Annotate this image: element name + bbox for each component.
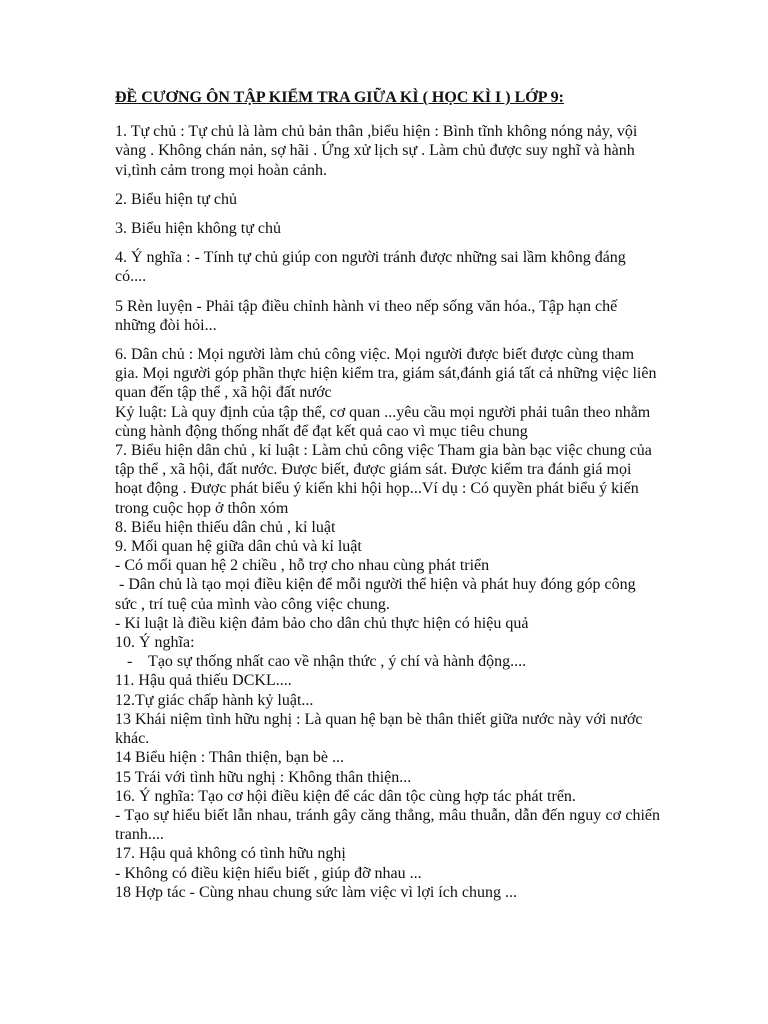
- paragraph-9-c: - Kỉ luật là điều kiện đảm bảo cho dân chủ thực hiện có hiệu quả: [115, 614, 529, 632]
- paragraph-16: 16. Ý nghĩa: Tạo cơ hội điều kiện để các dân tộc cùng hợp tác phát trển.: [115, 787, 576, 805]
- paragraph-12: 12.Tự giác chấp hành kỷ luật...: [115, 691, 314, 709]
- paragraph-17: 17. Hậu quả không có tình hữu nghị: [115, 845, 346, 863]
- paragraph-9-a: - Có mối quan hệ 2 chiều , hỗ trợ cho nhau cùng phát triển: [115, 557, 490, 575]
- paragraph-10-a: - Tạo sự thống nhất cao về nhận thức , ý chí và hành động....: [115, 653, 527, 671]
- paragraph-2: 2. Biểu hiện tự chủ: [115, 190, 237, 208]
- paragraph-6: 6. Dân chủ : Mọi người làm chủ công việc. Mọi người được biết được cùng tham gia. Mọi người góp phần thực hiện kiểm tra, giám sát,đánh giá tất cả những việc liên quan đến tập thể , xã hội đất nước: [115, 346, 657, 402]
- paragraph-18: 18 Hợp tác - Cùng nhau chung sức làm việc vì lợi ích chung ...: [115, 883, 517, 901]
- paragraph-5: 5 Rèn luyện - Phải tập điều chỉnh hành vi theo nếp sống văn hóa., Tập hạn chế những đòi hỏi...: [115, 297, 618, 334]
- paragraph-4: 4. Ý nghĩa : - Tính tự chủ giúp con người tránh được những sai lầm không đáng có....: [115, 249, 626, 286]
- document-body: [115, 88, 660, 902]
- paragraph-17-a: - Không có điều kiện hiểu biết , giúp đỡ nhau ...: [115, 864, 422, 882]
- paragraph-10: 10. Ý nghĩa:: [115, 634, 195, 652]
- paragraph-kỷ-luật: Kỷ luật: Là quy định của tập thể, cơ quan ...yêu cầu mọi người phải tuân theo nhằm cùng hành động thống nhất để đạt kết quả cao vì mục tiêu chung: [115, 403, 651, 440]
- paragraph-16-a: - Tạo sự hiểu biết lẫn nhau, tránh gây căng thẳng, mâu thuẫn, dẫn đến nguy cơ chiến tranh....: [115, 806, 660, 844]
- paragraph-11: 11. Hậu quả thiếu DCKL....: [115, 672, 292, 690]
- paragraph-9: 9. Mối quan hệ giữa dân chủ và kỉ luật: [115, 538, 362, 556]
- paragraph-9-b: - Dân chủ là tạo mọi điều kiện để mỗi người thể hiện và phát huy đóng góp công sức , trí tuệ của mình vào công việc chung.: [115, 576, 640, 613]
- paragraph-3: 3. Biểu hiện không tự chủ: [115, 220, 281, 238]
- paragraph-14: 14 Biểu hiện : Thân thiện, bạn bè ...: [115, 749, 344, 767]
- paragraph-1: 1. Tự chủ : Tự chủ là làm chủ bản thân ,biểu hiện : Bình tĩnh không nóng nảy, vội vàng . Không chán nản, sợ hãi . Ứng xử lịch sự . Làm chủ được suy nghĩ và hành vi,tình cảm trong mọi hoàn cảnh.: [115, 123, 638, 179]
- document-title: ĐỀ CƯƠNG ÔN TẬP KIỂM TRA GIỮA KÌ ( HỌC KÌ I ) LỚP 9:: [115, 89, 564, 106]
- paragraph-13: 13 Khái niệm tình hữu nghị : Là quan hệ bạn bè thân thiết giữa nước này với nước khác.: [115, 710, 643, 748]
- paragraph-15: 15 Trái với tình hữu nghị : Không thân thiện...: [115, 768, 412, 786]
- paragraph-8: 8. Biểu hiện thiếu dân chủ , kỉ luật: [115, 518, 336, 536]
- paragraph-7: 7. Biểu hiện dân chủ , kỉ luật : Làm chủ công việc Tham gia bàn bạc việc chung của tập thể , xã hội, đất nước. Được biết, được giám sát. Được kiểm tra đánh giá mọi hoạt động . Được phát biểu ý kiến khi hội họp...Ví dụ : Có quyền phát biểu ý kiến trong cuộc họp ở thôn xóm: [115, 442, 652, 517]
